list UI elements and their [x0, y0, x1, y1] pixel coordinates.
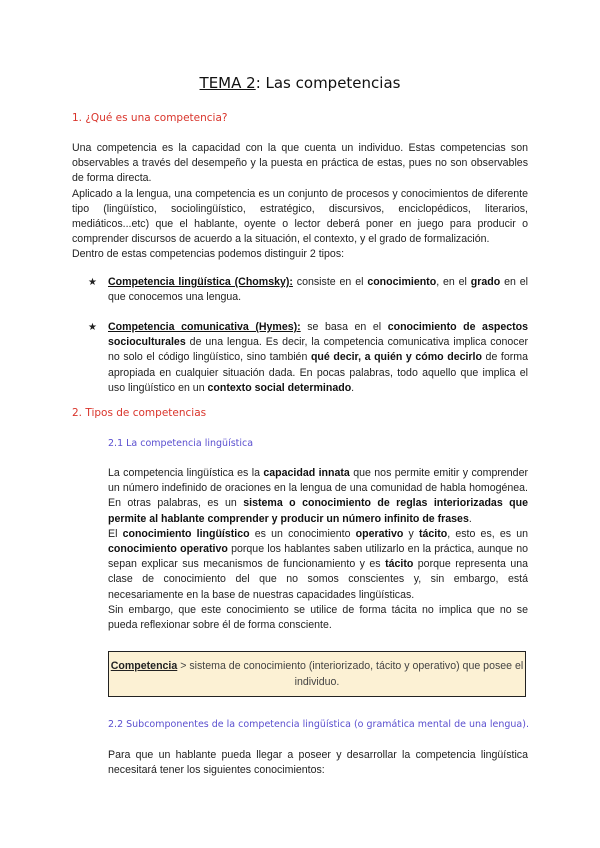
subsection-2-2-heading: 2.2 Subcomponentes de la competencia lingüística (o gramática mental de una lengua). — [108, 719, 529, 730]
bullet-1-text — [108, 275, 528, 305]
section-1-heading: 1. ¿Qué es una competencia? — [72, 112, 228, 124]
bullet-2-b1: conocimiento de aspectos socioculturales — [108, 321, 528, 349]
bullet-1-t3: en el que conocemos una lengua. — [108, 276, 528, 304]
star-bullet-icon: ★ — [88, 277, 97, 288]
ling-b6: tácito — [418, 527, 448, 540]
ling-b1: El — [108, 527, 123, 540]
bullet-1-t1: consiste en el — [292, 276, 368, 288]
ling-a5: . — [468, 512, 472, 525]
ling-b8: conocimiento operativo — [108, 543, 228, 556]
star-bullet-icon: ★ — [88, 322, 97, 333]
bullet-1-t2: , en el — [436, 276, 471, 288]
bullet-2-t4: . — [351, 381, 355, 394]
box-text: > sistema de conocimiento (interiorizado, tácito y operativo) que posee el individuo. — [177, 660, 524, 688]
ling-a1: La competencia lingüística es la — [108, 467, 264, 479]
section-2-heading: 2. Tipos de competencias — [72, 407, 207, 419]
ling-b10: tácito — [385, 558, 414, 571]
ling-paragraph-1 — [108, 466, 528, 527]
ling-b7: , esto es, es un — [447, 527, 528, 540]
ling-b2: conocimiento lingüístico — [122, 527, 250, 540]
closing-text: Para que un hablante pueda llegar a poseer y desarrollar la competencia lingüística necesitará tener los siguientes conocimientos: — [108, 749, 528, 777]
bullet-1-term: Competencia lingüística (Chomsky): — [108, 276, 293, 288]
intro-p2: Aplicado a la lengua, una competencia es un conjunto de procesos y conocimientos de diferente tipo (lingüístico, sociolingüístico, estratégico, discursivos, enciclopédicos, literarios, mediáticos...etc) que el hablante, oyente o lector deberá poner en juego para producir o comprender discursos de acuerdo a la situación, el contexto, y el grado de formalización. — [72, 187, 528, 246]
ling-a2: capacidad innata — [263, 467, 350, 479]
title-rest: : Las competencias — [255, 74, 401, 92]
intro-paragraphs — [72, 141, 528, 263]
ling-a4: sistema o conocimiento de reglas interiorizadas que permite al hablante comprender y producir un número infinito de frases — [108, 497, 528, 525]
ling-b4: operativo — [355, 527, 404, 540]
bullet-2-t1: se basa en el — [300, 321, 388, 333]
definition-box — [108, 651, 526, 697]
ling-b5: y — [403, 527, 419, 540]
bullet-competencia-linguistica — [88, 275, 528, 305]
box-keyword: Competencia — [110, 660, 178, 672]
document-title — [0, 74, 600, 92]
bullet-2-text — [108, 320, 528, 396]
ling-a3: que nos permite emitir y comprender un número indefinido de oraciones en la lengua de una comunidad de habla homogénea. En otras palabras, es un — [108, 467, 528, 510]
bullet-1-b2: grado — [470, 276, 501, 288]
ling-b9: porque los hablantes saben utilizarlo en la práctica, aunque no sepan explicar sus mecanismos de funcionamiento y es — [108, 543, 528, 571]
bullet-competencia-comunicativa — [88, 320, 528, 396]
ling-paragraph-3: Sin embargo, que este conocimiento se utilice de forma tácita no implica que no se pueda reflexionar sobre él de forma consciente. — [108, 603, 528, 632]
title-underlined: TEMA 2 — [199, 74, 256, 92]
subsection-2-1-heading: 2.1 La competencia lingüística — [108, 438, 254, 449]
ling-paragraph-2 — [108, 527, 528, 603]
intro-p1: Una competencia es la capacidad con la que cuenta un individuo. Estas competencias son observables a través del desempeño y la puesta en práctica de estas, pues no son observables de forma directa. — [72, 142, 528, 185]
bullet-2-t3: de forma apropiada en cualquier situación dada. En pocas palabras, todo aquello que implica el uso lingüístico en un — [108, 351, 528, 394]
bullet-1-b1: conocimiento — [367, 276, 437, 288]
bullet-2-b3: contexto social determinado — [207, 381, 352, 394]
bullet-2-t2: de una lengua. Es decir, la competencia comunicativa implica conocer no solo el código lingüístico, sino también — [108, 336, 528, 364]
intro-p3: Dentro de estas competencias podemos distinguir 2 tipos: — [72, 248, 345, 261]
closing-paragraph — [108, 748, 528, 778]
ling-b3: es un conocimiento — [249, 527, 356, 540]
bullet-2-b2: qué decir, a quién y cómo decirlo — [310, 351, 482, 364]
ling-b11: porque representa una clase de conocimiento del que no somos conscientes y, sin embargo, está necesariamente en la base de nuestras capacidades lingüísticas. — [108, 558, 528, 601]
linguistic-competence-body — [108, 466, 528, 633]
bullet-2-term: Competencia comunicativa (Hymes): — [108, 321, 301, 333]
